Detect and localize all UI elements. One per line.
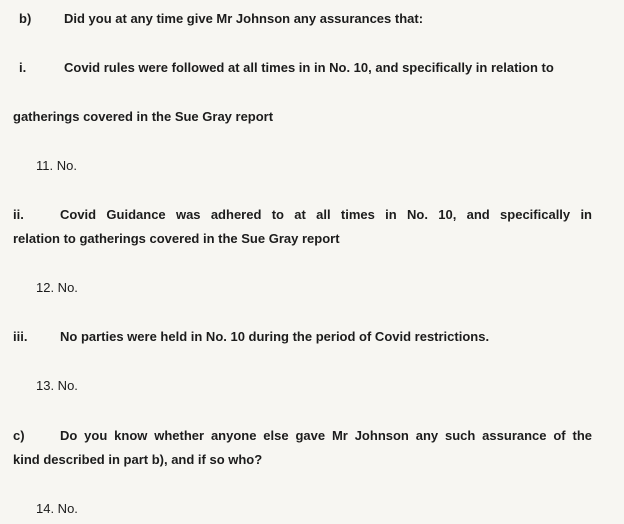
answer-12: 12. No. (36, 280, 78, 295)
answer-11: 11. No. (36, 158, 77, 173)
question-b-iii-label: iii. (13, 329, 28, 344)
question-b-i-text-line1: Covid rules were followed at all times in in No. 10, and specifically in relation to (64, 60, 554, 75)
answer-14: 14. No. (36, 501, 78, 516)
question-b-ii-text-line1: Covid Guidance was adhered to at all times in No. 10, and specifically in (60, 207, 592, 222)
question-b-i-text-line2: gatherings covered in the Sue Gray report (13, 109, 274, 124)
question-c-label: c) (13, 428, 25, 443)
answer-13: 13. No. (36, 378, 78, 393)
question-b-iii-text: No parties were held in No. 10 during the period of Covid restrictions. (60, 329, 490, 344)
question-b-label: b) (19, 11, 32, 26)
question-b-text: Did you at any time give Mr Johnson any assurances that: (64, 11, 424, 26)
question-b-ii-label: ii. (13, 207, 24, 222)
question-c-text-line2: kind described in part b), and if so who? (13, 452, 263, 467)
question-b-i-label: i. (19, 60, 27, 75)
question-b-ii-text-line2: relation to gatherings covered in the Sue Gray report (13, 231, 340, 246)
question-c-text-line1: Do you know whether anyone else gave Mr Johnson any such assurance of the (60, 428, 592, 443)
